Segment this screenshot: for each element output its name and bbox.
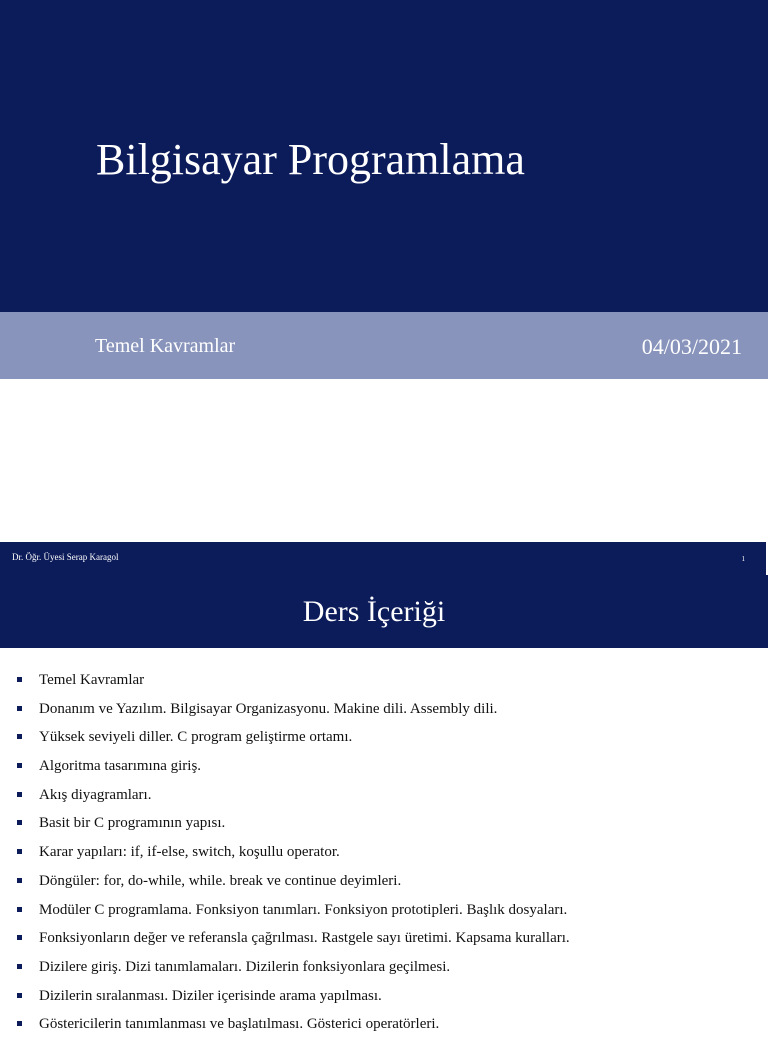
bullet-icon (17, 907, 22, 912)
list-item (0, 982, 768, 1011)
list-item-text: Fonksiyonların değer ve referansla çağrılması. Rastgele sayı üretimi. Kapsama kuralları. (39, 930, 570, 947)
list-item-text: Modüler C programlama. Fonksiyon tanımları. Fonksiyon prototipleri. Başlık dosyaları. (39, 901, 568, 918)
page-number: 1 (741, 555, 745, 563)
bullet-icon (17, 849, 22, 854)
list-item (0, 1010, 768, 1039)
bullet-icon (17, 993, 22, 998)
footer-author: Dr. Öğr. Üyesi Serap Karagol (12, 552, 119, 562)
contents-title: Ders İçeriği (302, 595, 446, 628)
bullet-icon (17, 1021, 22, 1026)
list-item-text: Akış diyagramları. (39, 786, 152, 803)
list-item-text: Temel Kavramlar (39, 672, 145, 688)
list-item (0, 809, 768, 838)
slide-subtitle: Temel Kavramlar (95, 335, 236, 357)
bullet-icon (17, 734, 22, 739)
list-item-text: Döngüler: for, do-while, while. break ve continue deyimleri. (39, 872, 402, 889)
contents-list (0, 666, 768, 1039)
bullet-icon (17, 964, 22, 969)
list-item (0, 781, 768, 810)
bullet-icon (17, 820, 22, 825)
list-item-text: Basit bir C programının yapısı. (39, 815, 226, 832)
list-item (0, 838, 768, 867)
bullet-icon (17, 792, 22, 797)
bullet-icon (17, 763, 22, 768)
bullet-icon (17, 935, 22, 940)
list-item-text: Dizilere giriş. Dizi tanımlamaları. Dizilerin fonksiyonlara geçilmesi. (39, 958, 451, 975)
list-item-text: Karar yapıları: if, if-else, switch, koşullu operator. (39, 844, 340, 861)
list-item-text: Algoritma tasarımına giriş. (39, 758, 202, 775)
list-item (0, 695, 768, 724)
list-item (0, 896, 768, 925)
bullet-icon (17, 878, 22, 883)
list-item (0, 666, 768, 695)
list-item (0, 867, 768, 896)
slide-title: Bilgisayar Programlama (96, 135, 525, 184)
bullet-icon (17, 677, 22, 682)
list-item (0, 924, 768, 953)
list-item-text: Yüksek seviyeli diller. C program geliştirme ortamı. (39, 729, 353, 746)
list-item (0, 752, 768, 781)
list-item-text: Dizilerin sıralanması. Diziler içerisinde arama yapılması. (39, 987, 382, 1004)
slide-date: 04/03/2021 (641, 334, 742, 359)
list-item-text: Donanım ve Yazılım. Bilgisayar Organizasyonu. Makine dili. Assembly dili. (39, 700, 498, 717)
bullet-icon (17, 706, 22, 711)
list-item (0, 723, 768, 752)
list-item (0, 953, 768, 982)
list-item-text: Göstericilerin tanımlanması ve başlatılması. Gösterici operatörleri. (39, 1016, 440, 1033)
